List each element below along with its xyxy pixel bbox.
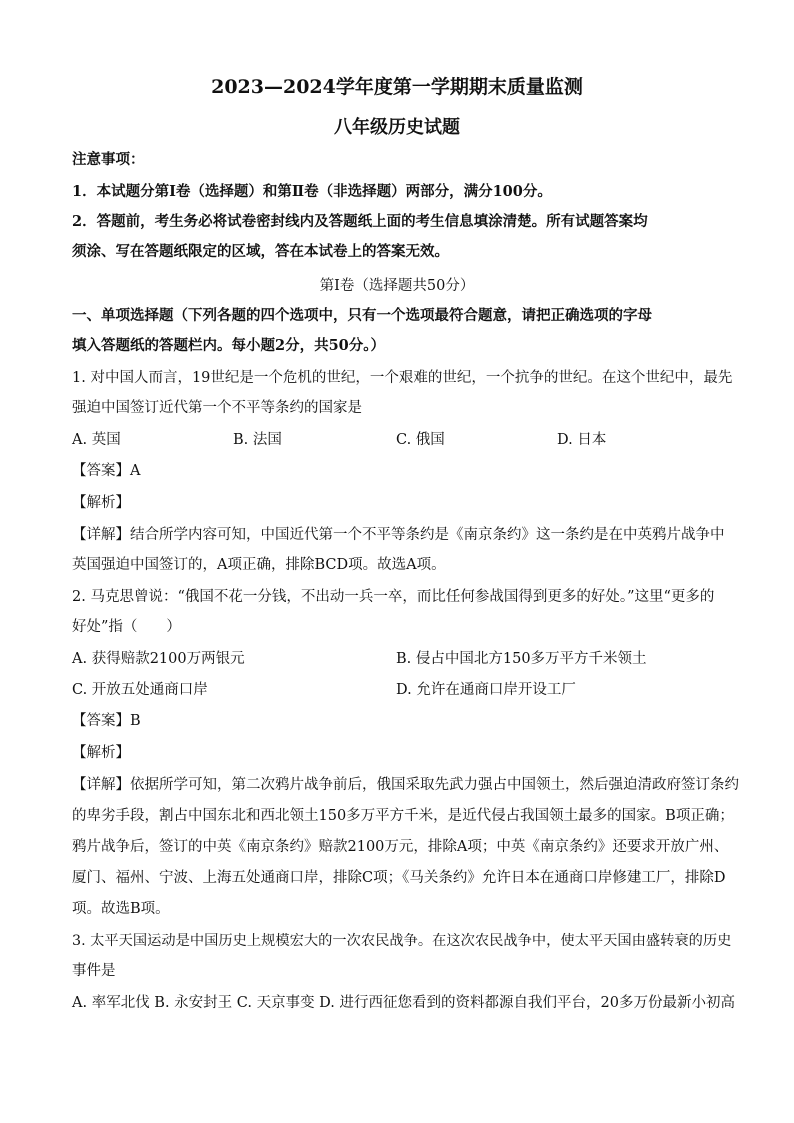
q1-option-b: B. 法国 [233, 432, 282, 448]
notice-item-1: 1．本试题分第Ⅰ卷（选择题）和第Ⅱ卷（非选择题）两部分，满分100分。 [72, 183, 552, 200]
q2-stem-line-1: 2. 马克思曾说：“俄国不花一分钱，不出动一兵一卒，而比任何参战国得到更多的好处。”这里“更多的 [72, 589, 715, 605]
q2-option-d: D. 允许在通商口岸开设工厂 [396, 682, 576, 698]
q3-stem-line-2: 事件是 [72, 963, 116, 979]
q2-detail-line-3: 鸦片战争后，签订的中英《南京条约》赔款2100万元，排除A项；中英《南京条约》还要求开放广州、 [72, 839, 729, 855]
q1-stem-line-1: 1. 对中国人而言，19世纪是一个危机的世纪，一个艰难的世纪，一个抗争的世纪。在这个世纪中，最先 [72, 370, 733, 386]
q2-answer: 【答案】B [72, 713, 141, 729]
q1-answer: 【答案】A [72, 463, 141, 479]
q1-option-d: D. 日本 [557, 432, 607, 448]
q1-detail-line-1: 【详解】结合所学内容可知，中国近代第一个不平等条约是《南京条约》这一条约是在中英鸦片战争中 [72, 527, 725, 543]
q1-analysis-label: 【解析】 [72, 495, 130, 511]
q1-detail-line-2: 英国强迫中国签订的，A项正确，排除BCD项。故选A项。 [72, 557, 446, 573]
notice-heading: 注意事项： [72, 151, 145, 168]
q2-option-c: C. 开放五处通商口岸 [72, 682, 208, 698]
q3-stem-line-1: 3. 太平天国运动是中国历史上规模宏大的一次农民战争。在这次农民战争中，使太平天国由盛转衰的历史 [72, 933, 732, 949]
q2-detail-line-2: 的卑劣手段，割占中国东北和西北领土150多万平方千米，是近代侵占我国领土最多的国家。B项正确； [72, 808, 734, 824]
q1-option-a: A. 英国 [72, 432, 121, 448]
q2-option-a: A. 获得赔款2100万两银元 [72, 651, 245, 667]
q3-options-line: A. 率军北伐 B. 永安封王 C. 天京事变 D. 进行西征您看到的资料都源自我们平台，20多万份最新小初高 [72, 995, 735, 1011]
q2-stem-line-2: 好处”指（ ） [72, 619, 181, 635]
q1-stem-line-2: 强迫中国签订近代第一个不平等条约的国家是 [72, 400, 362, 416]
q2-detail-line-5: 项。故选B项。 [72, 901, 170, 917]
section-heading-line-1: 一、单项选择题（下列各题的四个选项中，只有一个选项最符合题意，请把正确选项的字母 [72, 307, 652, 324]
notice-item-2-line-2: 须涂、写在答题纸限定的区域，答在本试卷上的答案无效。 [72, 243, 449, 260]
part1-heading: 第Ⅰ卷（选择题共50分） [319, 278, 475, 294]
q2-analysis-label: 【解析】 [72, 745, 130, 761]
q1-option-c: C. 俄国 [396, 432, 445, 448]
q2-detail-line-4: 厦门、福州、宁波、上海五处通商口岸，排除C项；《马关条约》允许日本在通商口岸修建工厂，排除D [72, 870, 726, 886]
q2-detail-line-1: 【详解】依据所学可知，第二次鸦片战争前后，俄国采取先武力强占中国领土，然后强迫清政府签订条约 [72, 777, 739, 793]
q2-option-b: B. 侵占中国北方150多万平方千米领土 [396, 651, 647, 667]
exam-subtitle: 八年级历史试题 [334, 117, 460, 138]
notice-item-2-line-1: 2．答题前，考生务必将试卷密封线内及答题纸上面的考生信息填涂清楚。所有试题答案均 [72, 213, 648, 230]
exam-title: 2023—2024学年度第一学期期末质量监测 [211, 76, 583, 98]
section-heading-line-2: 填入答题纸的答题栏内。每小题2分，共50分。） [72, 337, 386, 354]
